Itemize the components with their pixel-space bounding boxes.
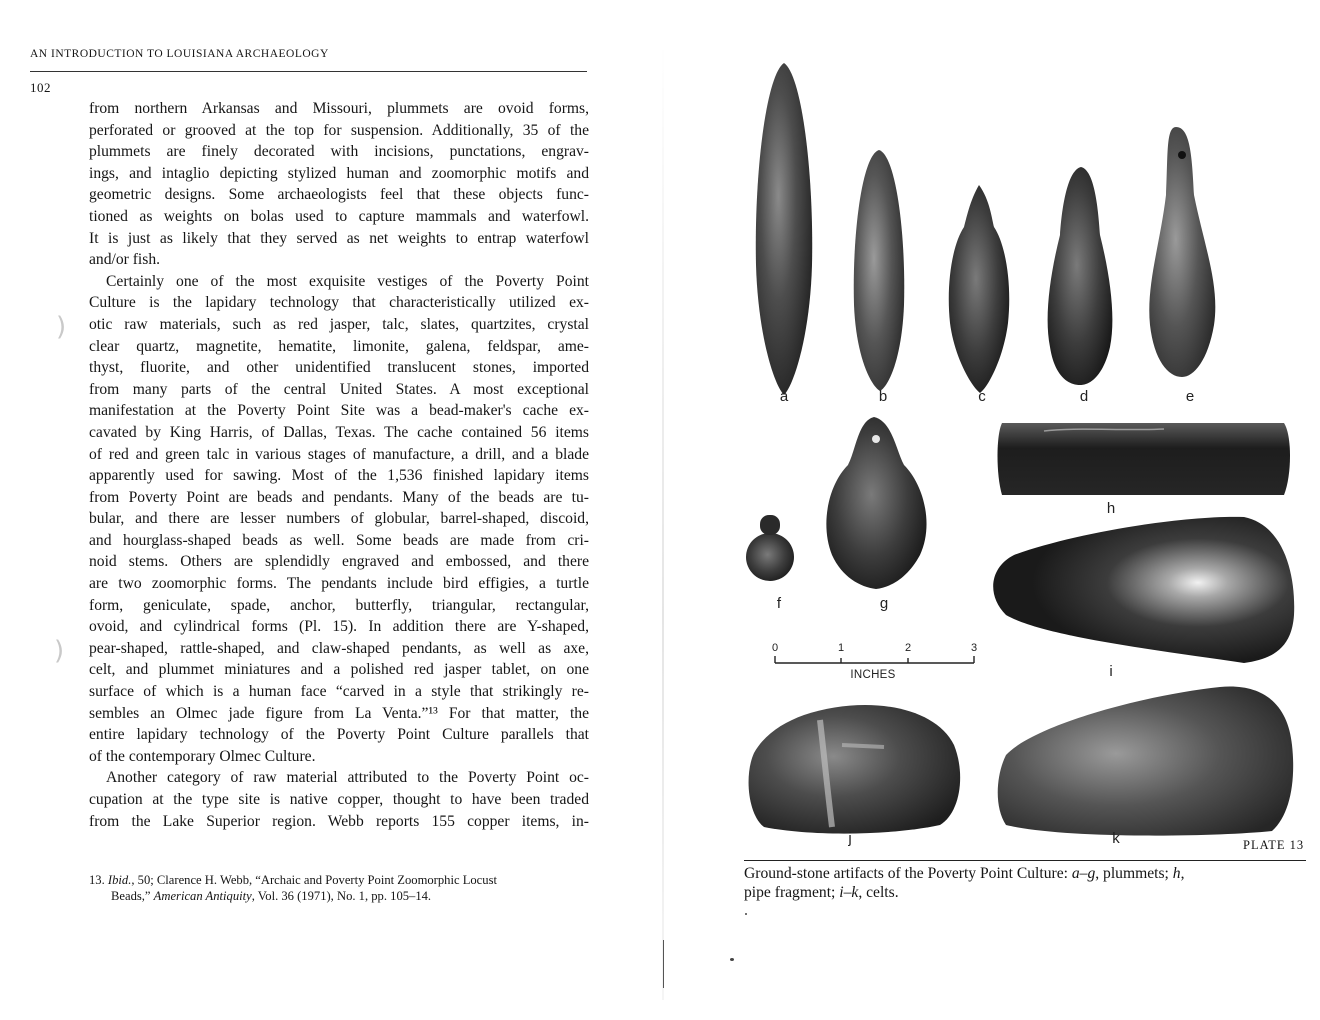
body-line: thyst, fluorite, and other unidentified translucent stones, imported (89, 359, 589, 377)
body-line: from northern Arkansas and Missouri, plummets are ovoid forms, (89, 100, 589, 117)
footnote-ibid: Ibid. (107, 873, 132, 887)
body-line: of red and green talc in various stages of manufacture, a drill, and a blade (89, 445, 589, 463)
body-line: cupation at the type site is native copper, thought to have been traded (89, 791, 589, 808)
artifact-label-i: i (1109, 663, 1113, 680)
scale-tick-label: 2 (904, 642, 912, 654)
body-line: clear quartz, magnetite, hematite, limonite, galena, feldspar, ame- (89, 337, 589, 355)
header-rule (30, 71, 587, 72)
artifact-label-f: f (776, 595, 782, 612)
scale-tick-label: 0 (771, 642, 779, 654)
body-line: plummets are finely decorated with incisions, punctations, engrav- (89, 143, 589, 161)
artifact-label-k: k (1112, 830, 1120, 847)
body-line: ings, and intaglio depicting stylized human and zoomorphic motifs and (89, 164, 589, 182)
binding-hole-mark: ) (54, 636, 65, 666)
body-line: from Poverty Point are beads and pendants. Many of the beads are tu- (89, 488, 589, 506)
caption-line (744, 883, 1304, 902)
artifact-plate-photo (744, 55, 1304, 855)
celt-j (749, 705, 961, 834)
footnote-line (89, 888, 589, 904)
body-line: surface of which is a human face “carved in a style that strikingly re- (89, 683, 589, 701)
footnote-journal: American Antiquity (153, 889, 252, 903)
celt-groove (842, 745, 884, 747)
body-line: of the contemporary Olmec Culture. (89, 747, 316, 765)
artifact-label-c: c (978, 388, 986, 405)
perforation-hole (1178, 151, 1186, 159)
pendant-f (746, 533, 794, 581)
plummet-c (949, 185, 1009, 393)
caption-italic: i–k (839, 884, 859, 901)
plate-number: PLATE 13 (1243, 838, 1305, 852)
body-line: from the Lake Superior region. Webb reports 155 copper items, in- (89, 812, 589, 830)
body-line: and/or fish. (89, 251, 161, 269)
body-line: sembles an Olmec jade figure from La Venta.”¹³ For that matter, the (89, 704, 589, 722)
body-line: pear-shaped, rattle-shaped, and claw-shaped pendants, as well as axe, (89, 639, 589, 657)
binding-hole-mark: ) (56, 312, 67, 342)
body-line: ovoid, and cylindrical forms (Pl. 15). In addition there are Y-shaped, (89, 618, 589, 636)
caption-italic: a–g (1071, 865, 1096, 882)
artifact-label-e: e (1185, 388, 1195, 405)
artifact-label-h: h (1106, 500, 1116, 517)
running-head: AN INTRODUCTION TO LOUISIANA ARCHAEOLOGY (30, 48, 329, 60)
body-line: are two zoomorphic forms. The pendants include bird effigies, a turtle (89, 575, 589, 593)
artifact-label-g: g (879, 595, 889, 612)
celt-k (998, 687, 1293, 836)
body-line: otic raw materials, such as red jasper, talc, slates, quartzites, crystal (89, 315, 589, 333)
artifact-label-b: b (878, 388, 888, 405)
body-line: and hourglass-shaped beads as well. Some beads are made from cri- (89, 531, 589, 549)
page-number: 102 (30, 80, 51, 95)
body-line: Another category of raw material attributed to the Poverty Point oc- (106, 769, 589, 787)
plummet-d (1048, 167, 1113, 385)
footnote-line (89, 872, 589, 888)
footnote-number: 13. (89, 873, 105, 887)
body-text (89, 98, 589, 832)
body-line: manifestation at the Poverty Point Site was a bead-maker's cache ex- (89, 402, 589, 420)
caption-rule (744, 860, 1306, 861)
pipe-fragment-h (998, 423, 1291, 495)
footnote-text: , 50; Clarence H. Webb, “Archaic and Poverty Point Zoomorphic Locust (131, 873, 497, 887)
caption-text: , plummets; (1095, 865, 1173, 882)
caption-text: , celts. (858, 884, 899, 901)
caption-italic: h (1172, 865, 1181, 882)
body-line: geometric designs. Some archaeologists feel that these objects func- (89, 186, 589, 204)
scale-tick-label: 3 (970, 642, 978, 654)
caption-text: Ground-stone artifacts of the Poverty Point Culture: (744, 865, 1072, 882)
caption-text: pipe fragment; (744, 884, 840, 901)
artifact-label-j: j (848, 830, 852, 847)
scale-tick-label: 1 (837, 642, 845, 654)
scale-unit-label: INCHES (850, 669, 896, 681)
body-line: apparently used for sawing. Most of the 1,536 finished lapidary items (89, 467, 589, 485)
body-line: It is just as likely that they served as net weights to entrap waterfowl (89, 229, 589, 247)
caption-line (744, 864, 1304, 883)
plate-caption (744, 864, 1304, 902)
pendant-f-loop (760, 515, 780, 535)
body-line: Certainly one of the most exquisite vestiges of the Poverty Point (106, 272, 589, 290)
body-line: from many parts of the central United States. A most exceptional (89, 380, 589, 398)
body-line: entire lapidary technology of the Poverty Point Culture parallels that (89, 726, 589, 744)
perforation-hole (872, 435, 880, 443)
footnote-text: Beads,” (111, 889, 154, 903)
footnote (89, 872, 589, 904)
plummet-a (756, 63, 812, 395)
artifact-label-a: a (779, 388, 789, 405)
body-line: celt, and plummet miniatures and a polished red jasper tablet, on one (89, 661, 589, 679)
artifact-label-d: d (1079, 388, 1089, 405)
body-line: bular, and there are lesser numbers of globular, barrel-shaped, discoid, (89, 510, 589, 528)
body-line: form, geniculate, spade, anchor, butterfly, triangular, rectangular, (89, 596, 589, 614)
plummet-b (854, 150, 905, 391)
body-line: perforated or grooved at the top for suspension. Additionally, 35 of the (89, 121, 589, 139)
plummet-e (1149, 127, 1215, 377)
body-line: noid stems. Others are splendidly engraved and embossed, and there (89, 553, 589, 571)
right-page (664, 0, 1320, 1020)
celt-i (993, 517, 1294, 663)
inch-scale-bar (772, 642, 992, 692)
body-line: cavated by King Harris, of Dallas, Texas. The cache contained 56 items (89, 423, 589, 441)
body-line: tioned as weights on bolas used to capture mammals and waterfowl. (89, 207, 589, 225)
footnote-text: , Vol. 36 (1971), No. 1, pp. 105–14. (251, 889, 432, 903)
body-line: Culture is the lapidary technology that characteristically utilized ex- (89, 294, 589, 312)
scale-bar-graphic (772, 642, 992, 672)
caption-text: , (1180, 865, 1185, 882)
